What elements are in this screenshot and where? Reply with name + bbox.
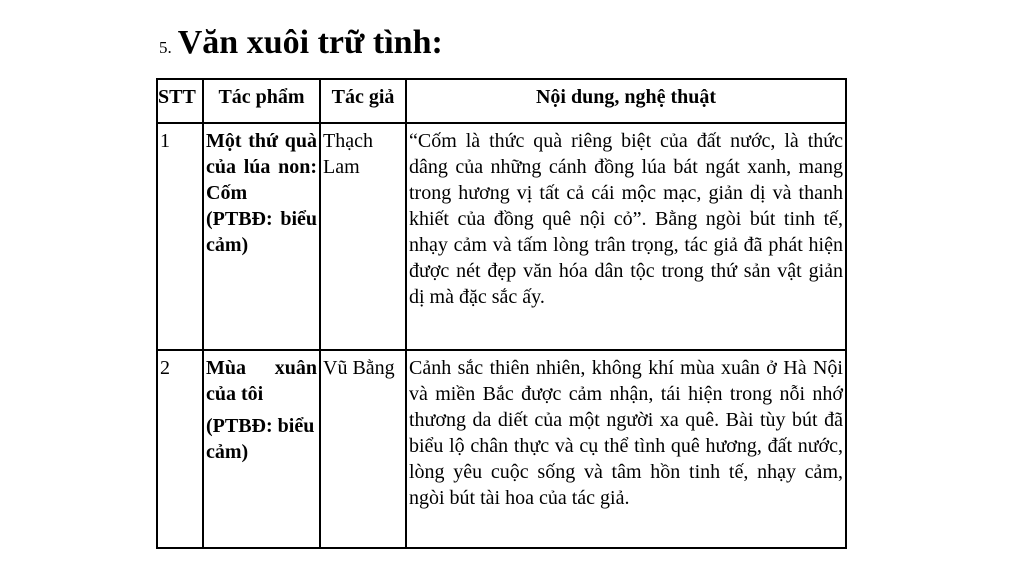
section-title: Văn xuôi trữ tình: — [177, 24, 443, 61]
row-content-cell — [406, 123, 846, 350]
table-row — [157, 123, 846, 350]
row-content-cell — [406, 350, 846, 548]
row-content: Cảnh sắc thiên nhiên, không khí mùa xuân ở Hà Nội và miền Bắc được cảm nhận, tái hiện trong nỗi nhớ thương da diết của một người xa quê. Bài tùy bút đã biểu lộ chân thực và cụ thể tình quê hương, đất nước, lòng yêu cuộc sống và tâm hồn tinh tế, nhạy cảm, ngòi bút tài hoa của tác giả. — [409, 357, 843, 509]
row-stt-cell — [157, 350, 203, 548]
table-row — [157, 350, 846, 548]
row-author: Thạch Lam — [323, 130, 373, 178]
row-stt: 1 — [160, 130, 170, 152]
row-stt-cell — [157, 123, 203, 350]
table-header-row — [157, 79, 846, 123]
row-content: “Cốm là thức quà riêng biệt của đất nước, là thức dâng của những cánh đồng lúa bát ngát xanh, mang trong hương vị tất cả cái mộc mạc, giản dị và thanh khiết của đồng quê nội cỏ”. Bằng ngòi bút tinh tế, nhạy cảm và tấm lòng trân trọng, tác giả đã phát hiện được nét đẹp văn hóa dân tộc trong thứ sản vật giản dị mà đặc sắc ấy. — [409, 130, 843, 308]
row-stt: 2 — [160, 357, 170, 379]
header-stt: STT — [157, 79, 203, 123]
row-work-cell — [203, 350, 320, 548]
section-number: 5. — [159, 38, 172, 57]
literature-table — [156, 78, 847, 549]
header-author: Tác giả — [320, 79, 406, 123]
row-work-wrap — [204, 351, 319, 467]
row-work: Mùa xuân của tôi — [206, 357, 317, 405]
header-work: Tác phẩm — [203, 79, 320, 123]
header-content: Nội dung, nghệ thuật — [406, 79, 846, 123]
row-author-cell — [320, 350, 406, 548]
row-work: Một thứ quà của lúa non: Cốm (PTBĐ: biểu cảm) — [206, 130, 317, 256]
row-author: Vũ Bằng — [323, 357, 395, 379]
row-work-sub: (PTBĐ: biểu cảm) — [206, 415, 315, 463]
row-author-cell — [320, 123, 406, 350]
section-heading — [159, 24, 443, 62]
row-work-cell — [203, 123, 320, 350]
